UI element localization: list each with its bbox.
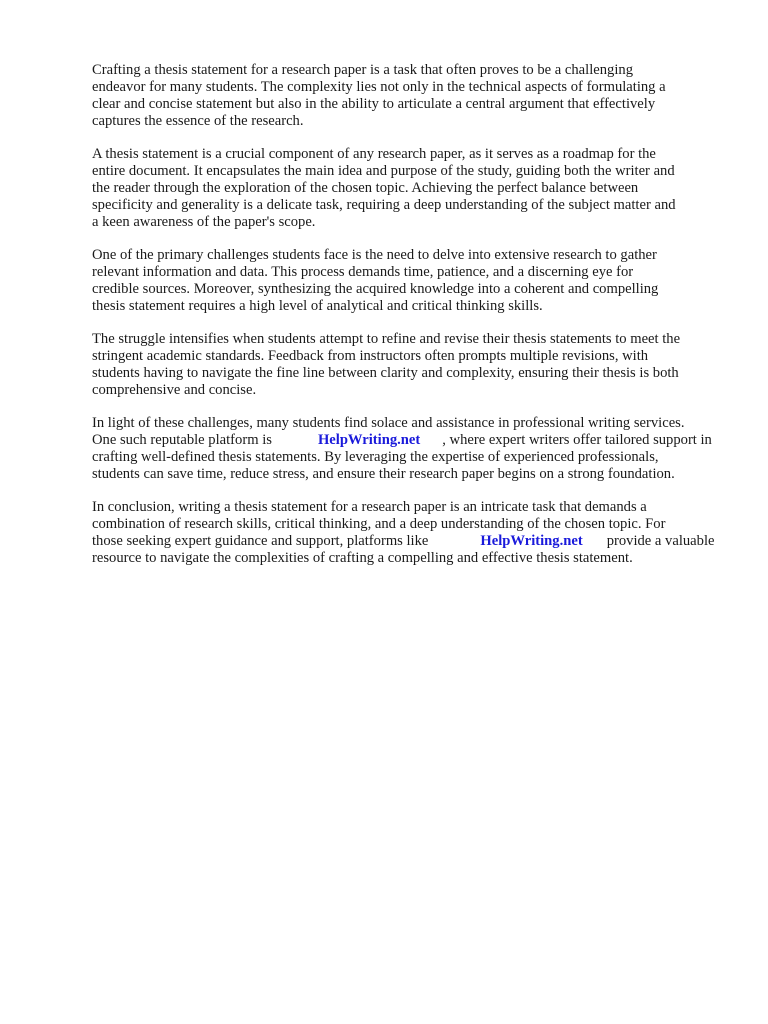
text-line: One of the primary challenges students face is the need to delve into extensive research to gather [92, 247, 657, 263]
text-line: combination of research skills, critical thinking, and a deep understanding of the chosen topic. For [92, 516, 666, 532]
text-line: students having to navigate the fine line between clarity and complexity, ensuring their thesis is both [92, 365, 679, 381]
text-line: stringent academic standards. Feedback from instructors often prompts multiple revisions, with [92, 348, 649, 364]
paragraph-services [92, 415, 712, 483]
text-line: endeavor for many students. The complexity lies not only in the technical aspects of formulating a [92, 79, 666, 95]
text-line: credible sources. Moreover, synthesizing the acquired knowledge into a coherent and compelling [92, 281, 659, 297]
paragraph-challenges [92, 247, 658, 315]
text-segment: those seeking expert guidance and support, platforms like [92, 533, 429, 549]
text-segment: , where expert writers offer tailored support in [442, 432, 712, 448]
paragraph-intro [92, 62, 666, 130]
text-line: The struggle intensifies when students attempt to refine and revise their thesis statements to meet the [92, 331, 681, 347]
paragraph-conclusion [92, 499, 714, 567]
text-line: thesis statement requires a high level of analytical and critical thinking skills. [92, 298, 543, 314]
text-line: specificity and generality is a delicate task, requiring a deep understanding of the subject matter and [92, 197, 676, 213]
text-line: clear and concise statement but also in the ability to articulate a central argument that effectively [92, 96, 656, 112]
text-line: a keen awareness of the paper's scope. [92, 214, 316, 230]
text-line: captures the essence of the research. [92, 113, 304, 129]
text-line: the reader through the exploration of the chosen topic. Achieving the perfect balance between [92, 180, 639, 196]
text-line-with-link [92, 533, 714, 550]
text-line: resource to navigate the complexities of crafting a compelling and effective thesis statement. [92, 550, 633, 566]
text-line: students can save time, reduce stress, and ensure their research paper begins on a strong foundation. [92, 466, 675, 482]
text-segment: provide a valuable [606, 533, 715, 549]
text-line-with-link [92, 432, 712, 449]
text-line: In light of these challenges, many students find solace and assistance in professional writing services. [92, 415, 685, 431]
paragraph-thesis-importance [92, 146, 676, 231]
helpwriting-link[interactable]: HelpWriting.net [317, 432, 421, 448]
text-segment: One such reputable platform is [92, 432, 272, 448]
text-line: relevant information and data. This process demands time, patience, and a discerning eye for [92, 264, 634, 280]
text-line: entire document. It encapsulates the main idea and purpose of the study, guiding both the writer and [92, 163, 675, 179]
paragraph-struggle [92, 331, 680, 399]
text-line: In conclusion, writing a thesis statement for a research paper is an intricate task that demands a [92, 499, 647, 515]
text-line: Crafting a thesis statement for a research paper is a task that often proves to be a challenging [92, 62, 633, 78]
helpwriting-link[interactable]: HelpWriting.net [480, 533, 583, 549]
text-line: comprehensive and concise. [92, 382, 257, 398]
text-line: crafting well-defined thesis statements. By leveraging the expertise of experienced professionals, [92, 449, 659, 465]
text-line: A thesis statement is a crucial component of any research paper, as it serves as a roadmap for the [92, 146, 656, 162]
